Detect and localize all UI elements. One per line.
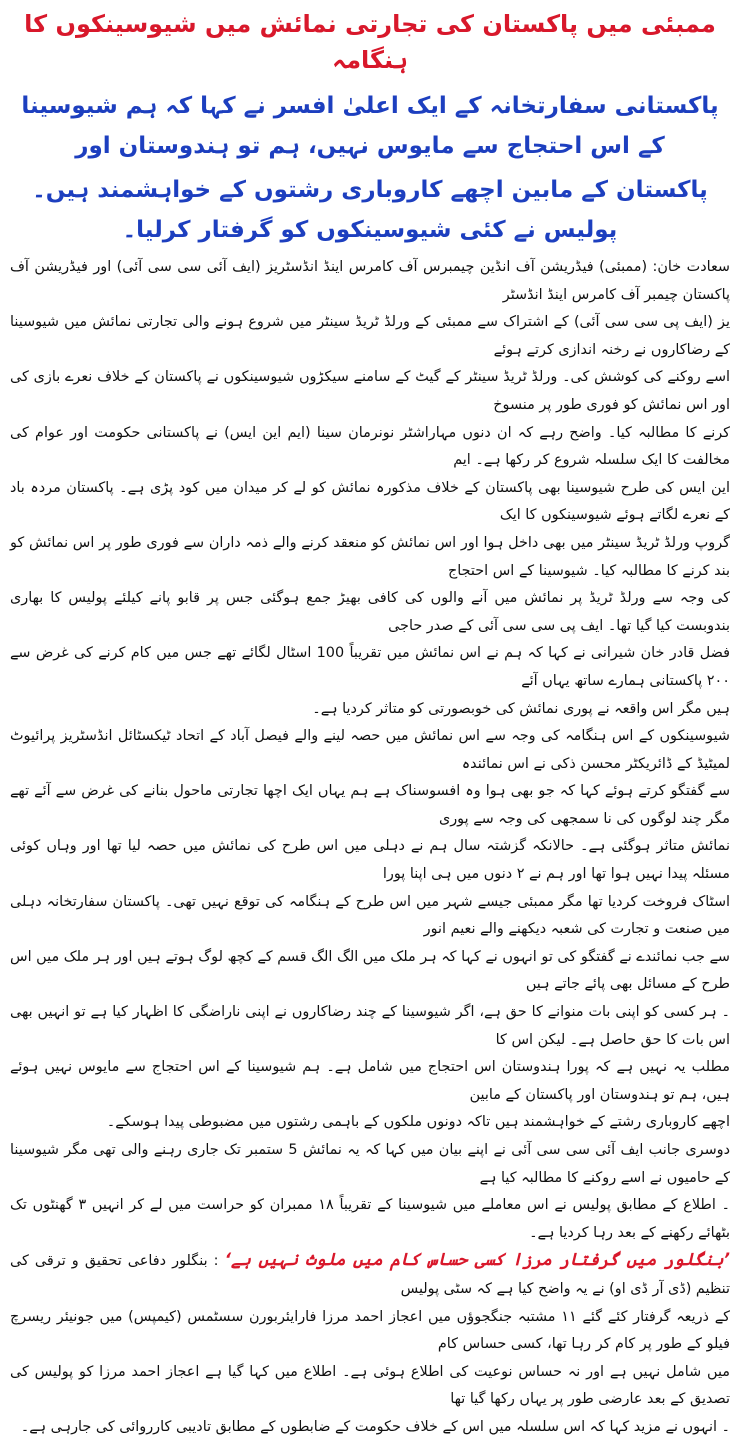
subheadline-line: پاکستانی سفارتخانہ کے ایک اعلیٰ افسر نے کہا کہ ہم شیوسینا کے اس احتجاج سے مایوس نہیں، ہم تو ہندوستان اور — [21, 93, 719, 159]
body-line-text: : بنگلور دفاعی تحقیق و ترقی کی تنظیم (ڈی آر ڈی او) نے یہ واضح کیا ہے کہ سٹی پولیس — [10, 1253, 730, 1297]
body-line: سے گفتگو کرتے ہوئے کہا کہ جو بھی ہوا وہ افسوسناک ہے ہم یہاں ایک اچھا تجارتی ماحول بنانے کی غرض سے آئے تھے مگر چند لوگوں کی نا سمجھی کی وجہ سے پوری — [10, 783, 730, 827]
body-line: کی وجہ سے ورلڈ ٹریڈ پر نمائش میں آنے والوں کی کافی بھیڑ جمع ہوگئی جس پر قابو پانے کیلئے پولیس کا بھاری بندوبست کیا گیا تھا۔ ایف پی سی سی آئی کے صدر حاجی — [10, 590, 730, 634]
body-line: ۔ ہر کسی کو اپنی بات منوانے کا حق ہے، اگر شیوسینا کے چند رضاکاروں نے اپنی ناراضگی کا اظہار کیا ہے تو انہیں بھی اس بات کا حق حاصل ہے۔ لیکن اس کا — [10, 1004, 730, 1048]
body-line: فضل قادر خان شیرانی نے کہا کہ ہم نے اس نمائش میں تقریباً 100 اسٹال لگائے تھے جس میں کام کرنے کی غرض سے ۲۰۰ پاکستانی ہمارے ساتھ یہاں آئے — [10, 645, 730, 689]
headline: ممبئی میں پاکستان کی تجارتی نمائش میں شیوسینکوں کا ہنگامہ — [24, 10, 716, 74]
body-line: دوسری جانب ایف آئی سی سی آئی نے اپنے بیان میں کہا کہ یہ نمائش 5 ستمبر تک جاری رہنے والی تھی مگر شیوسینا کے حامیوں نے اسے روکنے کا مطالبہ کیا ہے — [10, 1142, 731, 1186]
body-line: ہیں مگر اس واقعہ نے پوری نمائش کی خوبصورتی کو متاثر کردیا ہے۔ — [312, 700, 730, 717]
inline-heading: ’بنگلور میں گرفتار مرزا کسی حساس کام میں ملوث نہیں ہے‘ — [224, 1250, 730, 1271]
body-line: سے جب نمائندے نے گفتگو کی تو انہوں نے کہا کہ ہر ملک میں الگ الگ قسم کے کچھ لوگ ہوتے ہیں اور ہر ملک میں اس طرح کے مسائل بھی پائے جاتے ہیں — [10, 948, 730, 993]
body-line: این ایس کی طرح شیوسینا بھی پاکستان کے خلاف مذکورہ نمائش کو لے کر میدان میں کود پڑی ہے۔ پاکستان مردہ باد کے نعرے لگاتے ہوئے شیوسینکوں کا ایک — [10, 479, 730, 524]
paragraph-intro — [10, 254, 730, 723]
body-line: گروپ ورلڈ ٹریڈ سینٹر میں بھی داخل ہوا اور اس نمائش کو منعقد کرنے والے ذمہ داران سے فوری طور پر اس نمائش کو بند کرنے کا مطالبہ کیا۔ شیوسینا کے اس احتجاج — [10, 534, 730, 579]
body-line: سعادت خان: (ممبئی) فیڈریشن آف انڈین چیمبرس آف کامرس اینڈ انڈسٹریز (ایف آئی سی سی آئی) اور فیڈریشن آف پاکستان چیمبر آف کامرس اینڈ انڈسٹر — [10, 259, 730, 303]
paragraph-ficci — [10, 1137, 730, 1247]
body-line: اچھے کاروباری رشتے کے خواہشمند ہیں تاکہ دونوں ملکوں کے باہمی رشتوں میں مضبوطی پیدا ہوسکے۔ — [106, 1114, 730, 1131]
body-line: ۔ انہوں نے مزید کہا کہ اس سلسلہ میں اس کے خلاف حکومت کے ضابطوں کے مطابق تادیبی کارروائی کی جارہی ہے۔ — [20, 1418, 730, 1435]
body-line: کے ذریعہ گرفتار کئے گئے ۱۱ مشتبہ جنگجوؤں میں اعجاز احمد مرزا فارایئربورن سسٹمس (کیمپس) میں جونیئر ریسرچ فیلو کے طور پر کام کر رہا تھا، کسی حساس کام — [10, 1308, 730, 1353]
article-body — [10, 254, 730, 1442]
body-line: یز (ایف پی سی سی آئی) کے اشتراک سے ممبئی کے ورلڈ ٹریڈ سینٹر میں شروع ہونے والی تجارتی نمائش میں شیوسینا کے رضاکاروں نے رخنہ اندازی کرتے ہوئے — [10, 314, 730, 358]
subheadline — [10, 86, 730, 250]
body-line: میں شامل نہیں ہے اور نہ حساس نوعیت کی اطلاع ہوئی ہے۔ اطلاع میں کہا گیا ہے اعجاز احمد مرزا کو پولیس کی تصدیق کے بعد عارضی طور پر یہاں رکھا گیا تھا — [10, 1363, 730, 1408]
body-line: ۔ اطلاع کے مطابق پولیس نے اس معاملے میں شیوسینا کے تقریباً ۱۸ ممبران کو حراست میں لے کر انہیں ۳ گھنٹوں تک بٹھائے رکھنے کے بعد رہا کردیا ہے۔ — [10, 1197, 730, 1241]
body-line: مطلب یہ نہیں ہے کہ پورا ہندوستان اس احتجاج میں شامل ہے۔ ہم شیوسینا کے اس احتجاج سے مایوس نہیں ہوئے ہیں، ہم تو ہندوستان اور پاکستان کے مابین — [10, 1059, 730, 1103]
body-line: نمائش متاثر ہوگئی ہے۔ حالانکہ گزشتہ سال ہم نے دہلی میں اس طرح کی نمائش میں حصہ لیا تھا اور وہاں کوئی مسئلہ پیدا نہیں ہوا تھا اور ہم نے ۲ دنوں میں ہی اپنا پورا — [10, 838, 730, 883]
body-line: اسے روکنے کی کوشش کی۔ ورلڈ ٹریڈ سینٹر کے گیٹ کے سامنے سیکڑوں شیوسینکوں نے پاکستان کے خلاف نعرے بازی کی اور اس نمائش کو فوری طور پر منسوخ — [10, 369, 730, 413]
paragraph-bangalore — [10, 1247, 730, 1441]
body-line: شیوسینکوں کے اس ہنگامہ کی وجہ سے اس نمائش میں حصہ لینے والے فیصل آباد کے اتحاد ٹیکسٹائل انڈسٹریز پرائیوٹ لمیٹیڈ کے ڈائریکٹر محسن ذکی نے اس نمائندہ — [10, 728, 730, 772]
body-line: اسٹاک فروخت کردیا تھا مگر ممبئی جیسے شہر میں اس طرح کے ہنگامہ کی توقع نہیں تھی۔ پاکستان سفارتخانہ دہلی میں صنعت و تجارت کی شعبہ دیکھنے والے نعیم انور — [10, 893, 730, 938]
paragraph-statements — [10, 723, 730, 1137]
subheadline-line: پاکستان کے مابین اچھے کاروباری رشتوں کے خواہشمند ہیں۔ پولیس نے کئی شیوسینکوں کو گرفتار کرلیا۔ — [32, 177, 708, 243]
body-line: کرنے کا مطالبہ کیا۔ واضح رہے کہ ان دنوں مہاراشٹر نونرمان سینا (ایم این ایس) نے پاکستانی حکومت اور عوام کی مخالفت کا ایک سلسلہ شروع کر رکھا ہے۔ ایم — [10, 424, 730, 469]
body-line — [10, 1247, 730, 1303]
